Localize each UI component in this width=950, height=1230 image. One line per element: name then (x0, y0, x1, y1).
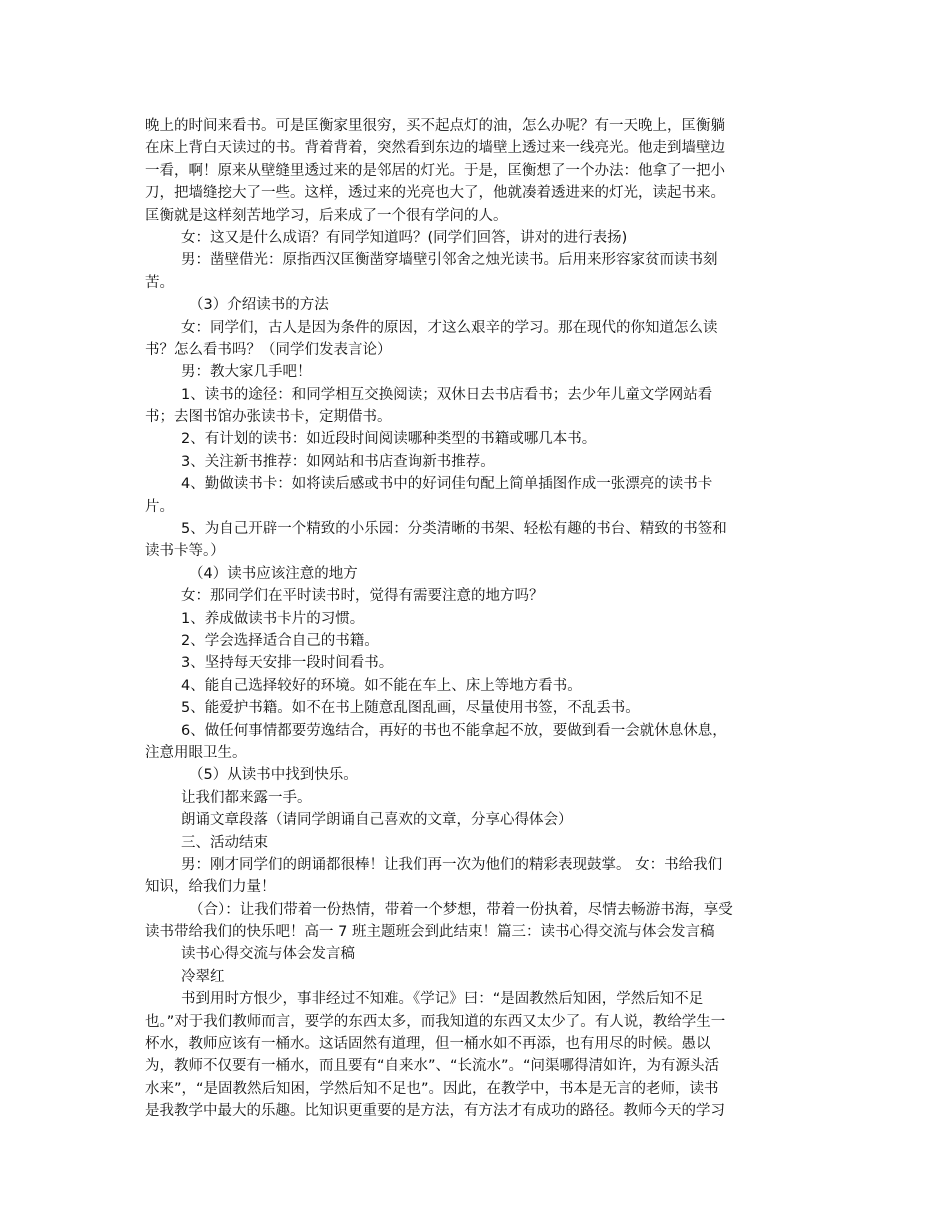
text-line: 4、能自己选择较好的环境。如不能在车上、床上等地方看书。 (181, 677, 582, 694)
text-line: 注意用眼卫生。 (145, 744, 247, 761)
text-line: 一看，啊！原来从壁缝里透过来的是邻居的灯光。于是，匡衡想了一个办法：他拿了一把小 (145, 162, 725, 179)
text-line: （4）读书应该注意的地方 (189, 565, 358, 582)
text-line: 6、做任何事情都要劳逸结合，再好的书也不能拿起不放，要做到看一会就休息休息， (181, 722, 727, 739)
text-line: （合）：让我们带着一份热情，带着一个梦想，带着一份执着，尽情去畅游书海，享受 (189, 901, 733, 918)
text-line: 书；去图书馆办张读书卡，定期借书。 (145, 409, 392, 426)
text-line: 冷翠红 (181, 968, 225, 985)
text-line: 3、坚持每天安排一段时间看书。 (181, 655, 394, 672)
text-line: 苦。 (145, 274, 174, 291)
text-line: 男：刚才同学们的朗诵都很棒！让我们再一次为他们的精彩表现鼓掌。 女：书给我们 (181, 856, 723, 873)
text-line: 是我教学中最大的乐趣。比知识更重要的是方法，有方法才有成功的路径。教师今天的学习 (145, 1103, 725, 1120)
text-line: 刀，把墙缝挖大了一些。这样，透过来的光亮也大了，他就凑着透进来的灯光，读起书来。 (145, 185, 725, 202)
text-line: 朗诵文章段落（请同学朗诵自己喜欢的文章，分享心得体会） (181, 812, 573, 829)
text-line: 读书心得交流与体会发言稿 (181, 946, 355, 963)
text-line: 4、勤做读书卡：如将读后感或书中的好词佳句配上简单插图作成一张漂亮的读书卡 (181, 476, 713, 493)
text-line: 读书卡等。） (145, 543, 225, 560)
text-line: 1、读书的途径：和同学相互交换阅读；双休日去书店看书；去少年儿童文学网站看 (181, 386, 713, 403)
text-line: 女：同学们，古人是因为条件的原因，才这么艰辛的学习。那在现代的你知道怎么读 (181, 319, 718, 336)
text-line: 让我们都来露一手。 (181, 789, 312, 806)
text-line: 杯水，教师应该有一桶水。这话固然有道理，但一桶水如不再添，也有用尽的时候。愚以 (145, 1036, 711, 1053)
text-line: 也。”对于我们教师而言，要学的东西太多，而我知道的东西又太少了。有人说，教给学生一 (145, 1013, 726, 1030)
text-line: （3）介绍读书的方法 (189, 297, 329, 314)
text-line: 5、为自己开辟一个精致的小乐园：分类清晰的书架、轻松有趣的书台、精致的书签和 (181, 521, 727, 538)
text-line: 1、养成做读书卡片的习惯。 (181, 610, 365, 627)
text-line: 晚上的时间来看书。可是匡衡家里很穷，买不起点灯的油，怎么办呢？有一天晚上，匡衡躺 (145, 118, 725, 134)
text-line: 男：教大家几手吧！ (181, 364, 312, 381)
text-line: 2、学会选择适合自己的书籍。 (181, 632, 379, 649)
text-line: 3、关注新书推荐：如网站和书店查询新书推荐。 (181, 453, 495, 470)
text-line: 片。 (145, 498, 174, 515)
text-line: 匡衡就是这样刻苦地学习，后来成了一个很有学问的人。 (145, 207, 508, 224)
text-line: 男：凿壁借光：原指西汉匡衡凿穿墙壁引邻舍之烛光读书。后用来形容家贫而读书刻 (181, 252, 718, 269)
text-line: 2、有计划的读书：如近段时间阅读哪种类型的书籍或哪几本书。 (181, 431, 597, 448)
text-line: 5、能爱护书籍。如不在书上随意乱图乱画，尽量使用书签，不乱丢书。 (181, 700, 640, 717)
text-line: 读书带给我们的快乐吧！高一 7 班主题班会到此结束！篇三：读书心得交流与体会发言稿 (145, 924, 715, 941)
text-line: 三、活动结束 (181, 834, 268, 851)
text-line: 女：这又是什么成语？有同学知道吗？(同学们回答，讲对的进行表扬) (181, 229, 628, 246)
text-line: 水来”，“是固教然后知困，学然后知不足也”。因此，在教学中，书本是无言的老师，读书 (145, 1080, 719, 1097)
text-line: 为，教师不仅要有一桶水，而且要有“自来水”、“长流水”。“问渠哪得清如许，为有源头活 (145, 1058, 720, 1075)
text-line: 女：那同学们在平时读书时，觉得有需要注意的地方吗？ (181, 588, 544, 605)
document-body (145, 115, 805, 1123)
text-line: （5）从读书中找到快乐。 (189, 767, 358, 784)
text-line: 书？怎么看书吗？（同学们发表言论） (145, 341, 392, 358)
text-line: 在床上背白天读过的书。背着背着，突然看到东边的墙壁上透过来一线亮光。他走到墙壁边 (145, 140, 725, 157)
text-line: 书到用时方恨少，事非经过不知难。《学记》曰：“是固教然后知困，学然后知不足 (181, 991, 704, 1008)
text-line: 知识，给我们力量！ (145, 879, 276, 896)
